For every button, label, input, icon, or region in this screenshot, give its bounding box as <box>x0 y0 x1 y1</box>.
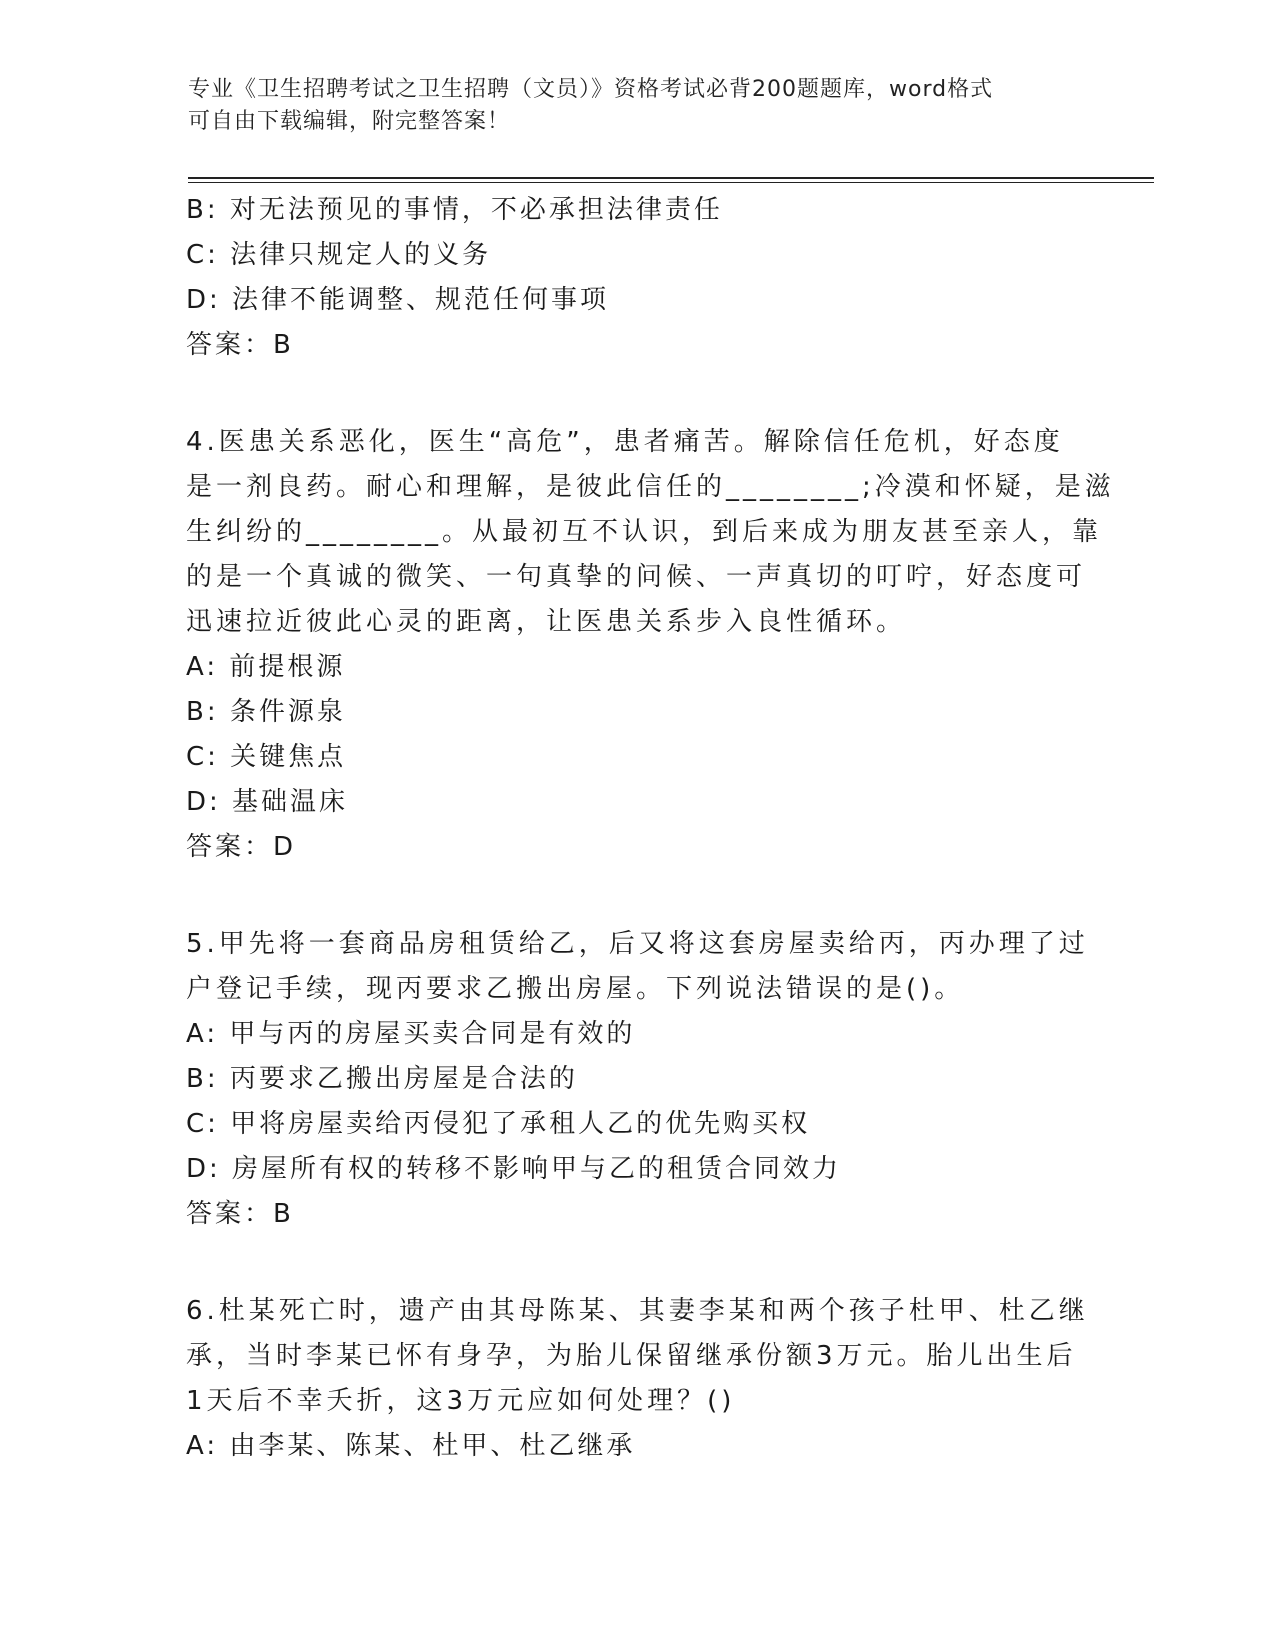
answer-line: 答案：D <box>186 832 297 862</box>
option-d: D: 基础温床 <box>186 787 349 817</box>
option-c: C: 法律只规定人的义务 <box>186 240 492 270</box>
question-stem-line: 1天后不幸夭折，这3万元应如何处理？() <box>186 1386 736 1416</box>
answer-line: 答案：B <box>186 330 294 360</box>
option-c: C: 关键焦点 <box>186 742 347 772</box>
question-stem-line: 4.医患关系恶化，医生“高危”，患者痛苦。解除信任危机，好态度 <box>186 427 1064 457</box>
option-a: A: 甲与丙的房屋买卖合同是有效的 <box>186 1019 636 1049</box>
option-d: D: 法律不能调整、规范任何事项 <box>186 285 610 315</box>
question-stem-line: 的是一个真诚的微笑、一句真挚的问候、一声真切的叮咛，好态度可 <box>186 562 1087 592</box>
option-b: B: 对无法预见的事情，不必承担法律责任 <box>186 195 723 225</box>
question-stem-line: 承，当时李某已怀有身孕，为胎儿保留继承份额3万元。胎儿出生后 <box>186 1341 1077 1371</box>
answer-line: 答案：B <box>186 1199 294 1229</box>
option-c: C: 甲将房屋卖给丙侵犯了承租人乙的优先购买权 <box>186 1109 811 1139</box>
option-b: B: 丙要求乙搬出房屋是合法的 <box>186 1064 578 1094</box>
question-stem-line: 是一剂良药。耐心和理解，是彼此信任的________;冷漠和怀疑，是滋 <box>186 472 1115 502</box>
question-stem-line: 迅速拉近彼此心灵的距离，让医患关系步入良性循环。 <box>186 607 907 637</box>
option-d: D: 房屋所有权的转移不影响甲与乙的租赁合同效力 <box>186 1154 842 1184</box>
question-4 <box>186 420 1115 870</box>
question-5 <box>186 922 1089 1237</box>
header-divider-thin <box>188 182 1154 183</box>
document-header <box>188 74 1068 138</box>
question-stem-line: 5.甲先将一套商品房租赁给乙，后又将这套房屋卖给丙，丙办理了过 <box>186 929 1089 959</box>
header-divider-thick <box>188 177 1154 179</box>
question-6 <box>186 1289 1089 1469</box>
option-a: A: 由李某、陈某、杜甲、杜乙继承 <box>186 1431 636 1461</box>
question-stem-line: 户登记手续，现丙要求乙搬出房屋。下列说法错误的是()。 <box>186 974 965 1004</box>
header-line-1: 专业《卫生招聘考试之卫生招聘（文员）》资格考试必背200题题库，word格式 <box>188 77 994 102</box>
spacer <box>186 870 1066 922</box>
header-line-2: 可自由下载编辑，附完整答案！ <box>188 109 511 134</box>
spacer <box>186 368 1066 420</box>
question-stem-line: 生纠纷的________。从最初互不认识，到后来成为朋友甚至亲人，靠 <box>186 517 1103 547</box>
spacer <box>186 1237 1066 1289</box>
question-stem-line: 6.杜某死亡时，遗产由其母陈某、其妻李某和两个孩子杜甲、杜乙继 <box>186 1296 1089 1326</box>
question-3 <box>186 188 1066 368</box>
option-b: B: 条件源泉 <box>186 697 346 727</box>
option-a: A: 前提根源 <box>186 652 346 682</box>
question-content <box>186 188 1115 1469</box>
